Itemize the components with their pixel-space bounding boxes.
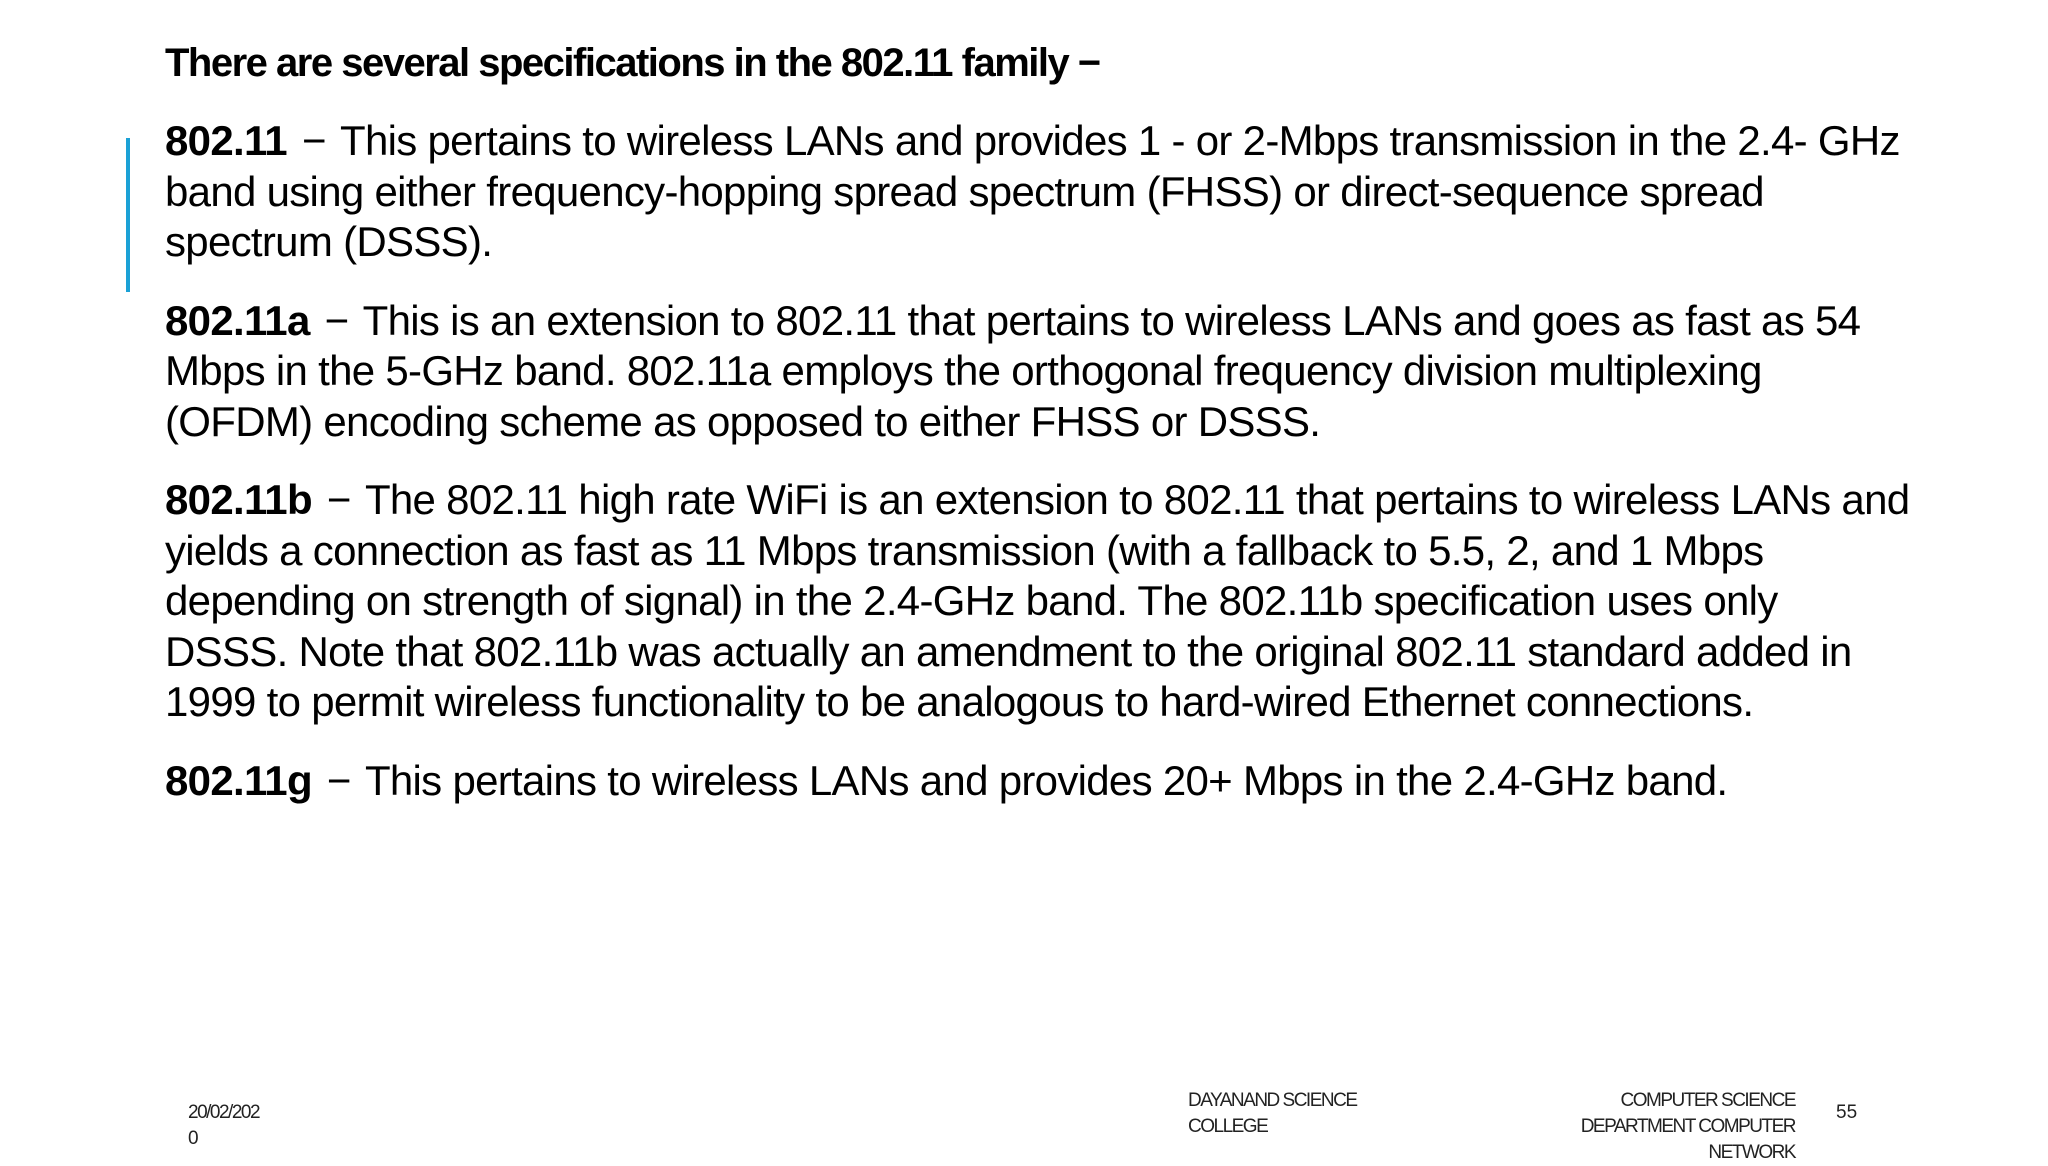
footer-date: 20/02/2020 (188, 1102, 260, 1149)
spec-item-802-11b (165, 475, 1910, 728)
spec-dash: − (324, 296, 349, 344)
spec-term: 802.11 (165, 117, 287, 164)
page-number: 55 (1836, 1102, 1858, 1123)
footer-department: COMPUTER SCIENCE DEPARTMENT COMPUTER NETWORK (1580, 1090, 1795, 1163)
footer-college: DAYANAND SCIENCE COLLEGE (1188, 1090, 1357, 1137)
spec-dash: − (326, 756, 351, 804)
spec-description: This pertains to wireless LANs and provides 20+ Mbps in the 2.4-GHz band. (364, 756, 1728, 804)
slide-heading: There are several specifications in the 802.11 family − (165, 41, 1100, 85)
spec-description: This is an extension to 802.11 that pertains to wireless LANs and goes as fast as 54 Mbps in the 5-GHz band. 802.11a employs the orthogonal frequency division multiplexing (OFDM) encoding scheme as opposed to either FHSS or DSSS. (165, 296, 1861, 445)
spec-description: This pertains to wireless LANs and provides 1 - or 2-Mbps transmission in the 2.4- GHz band using either frequency-hopping spread spectrum (FHSS) or direct-sequence spread spectrum (DSSS). (165, 117, 1900, 265)
spec-dash: − (301, 117, 326, 164)
spec-term: 802.11g (165, 756, 312, 804)
spec-description: The 802.11 high rate WiFi is an extension to 802.11 that pertains to wireless LANs and yields a connection as fast as 11 Mbps transmission (with a fallback to 5.5, 2, and 1 Mbps depending on strength of signal) in the 2.4-GHz band. The 802.11b specification uses only DSSS. Note that 802.11b was actually an amendment to the original 802.11 standard added in 1999 to permit wireless functionality to be analogous to hard-wired Ethernet connections. (165, 476, 1910, 725)
spec-term: 802.11a (165, 296, 310, 344)
spec-list (165, 116, 1910, 834)
spec-item-802-11a (165, 296, 1910, 448)
spec-item-802-11 (165, 116, 1910, 268)
spec-term: 802.11b (165, 476, 312, 523)
spec-item-802-11g (165, 756, 1910, 807)
spec-dash: − (326, 476, 351, 523)
accent-bar (126, 138, 130, 292)
